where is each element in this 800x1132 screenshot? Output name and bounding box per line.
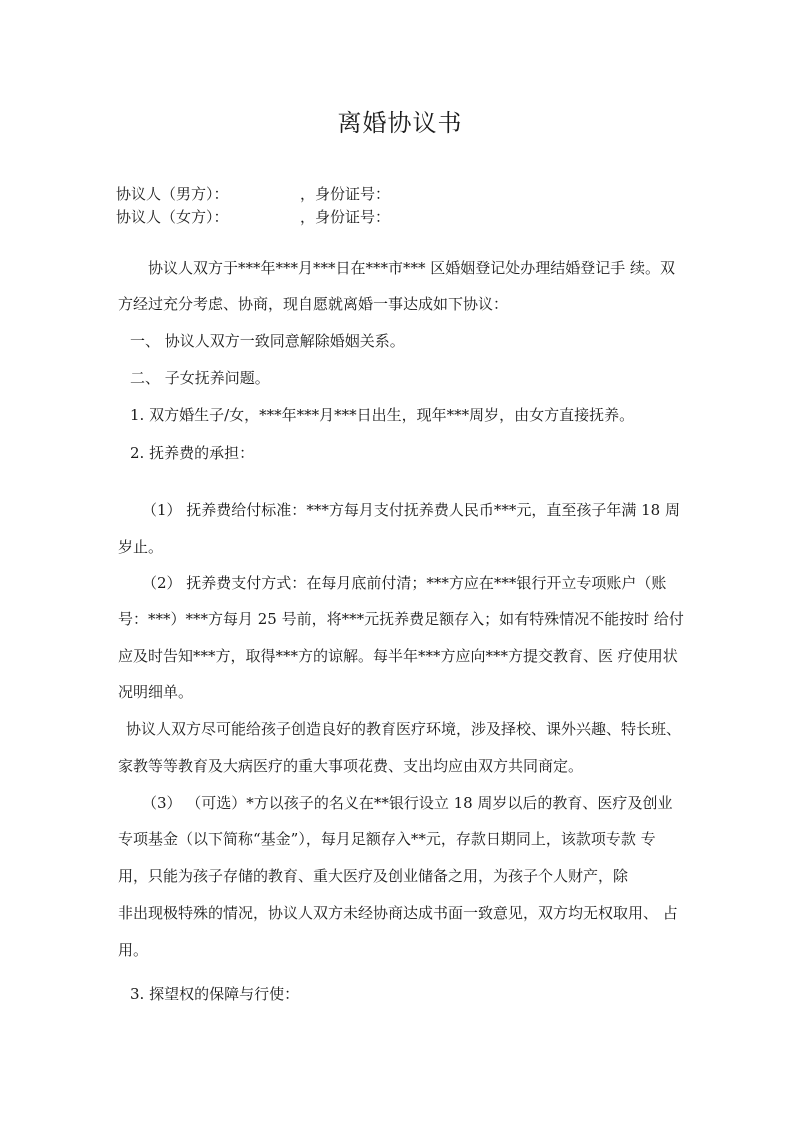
document-title: 离婚协议书: [337, 109, 463, 137]
paragraph-line-2: 家教等等教育及大病医疗的重大事项花费、支出均应由双方共同商定。: [118, 757, 584, 775]
sub-clause-3-line-2: 专项基金（以下简称“基金”），每月足额存入**元，存款日期同上，该款项专款 专: [118, 830, 656, 848]
item-1: 1. 双方婚生子/女，***年***月***日出生，现年***周岁，由女方直接抚养。: [130, 406, 635, 424]
sub-clause-1-line-1: （1） 抚养费给付标准：***方每月支付抚养费人民币***元，直至孩子年满 18 周: [142, 501, 680, 519]
intro-line-2: 方经过充分考虑、协商，现自愿就离婚一事达成如下协议：: [118, 295, 509, 313]
party-male-id-label: ，身份证号：: [300, 185, 391, 203]
sub-clause-3-line-4: 非出现极特殊的情况，协议人双方未经协商达成书面一致意见，双方均无权取用、 占: [118, 904, 678, 922]
sub-clause-2-line-1: （2） 抚养费支付方式：在每月底前付清；***方应在***银行开立专项账户（账: [142, 574, 667, 592]
party-female-id-label: ，身份证号：: [300, 208, 391, 226]
intro-line-1: 协议人双方于***年***月***日在***市*** 区婚姻登记处办理结婚登记手 续。双: [148, 259, 676, 277]
item-3: 3. 探望权的保障与行使：: [130, 985, 300, 1003]
sub-clause-2-line-2: 号：***）***方每月 25 号前，将***元抚养费足额存入；如有特殊情况不能按时 给付: [118, 610, 684, 628]
sub-clause-3-line-1: （3） （可选）*方以孩子的名义在**银行设立 18 周岁以后的教育、医疗及创业: [142, 794, 673, 812]
sub-clause-3-line-3: 用，只能为孩子存储的教育、重大医疗及创业储备之用，为孩子个人财产，除: [118, 867, 629, 885]
item-2: 2. 抚养费的承担：: [130, 444, 255, 462]
sub-clause-1-line-2: 岁止。: [118, 538, 164, 556]
clause-2: 二、 子女抚养问题。: [130, 369, 270, 387]
sub-clause-2-line-4: 况明细单。: [118, 683, 194, 701]
clause-1: 一、 协议人双方一致同意解除婚姻关系。: [130, 332, 405, 350]
sub-clause-2-line-3: 应及时告知***方，取得***方的谅解。每半年***方应向***方提交教育、医 疗使用状: [118, 647, 678, 665]
paragraph-line-1: 协议人双方尽可能给孩子创造良好的教育医疗环境，涉及择校、课外兴趣、特长班、: [126, 720, 682, 738]
party-male-label: 协议人（男方）：: [116, 185, 229, 203]
party-female-label: 协议人（女方）：: [116, 208, 229, 226]
sub-clause-3-line-5: 用。: [118, 941, 149, 959]
